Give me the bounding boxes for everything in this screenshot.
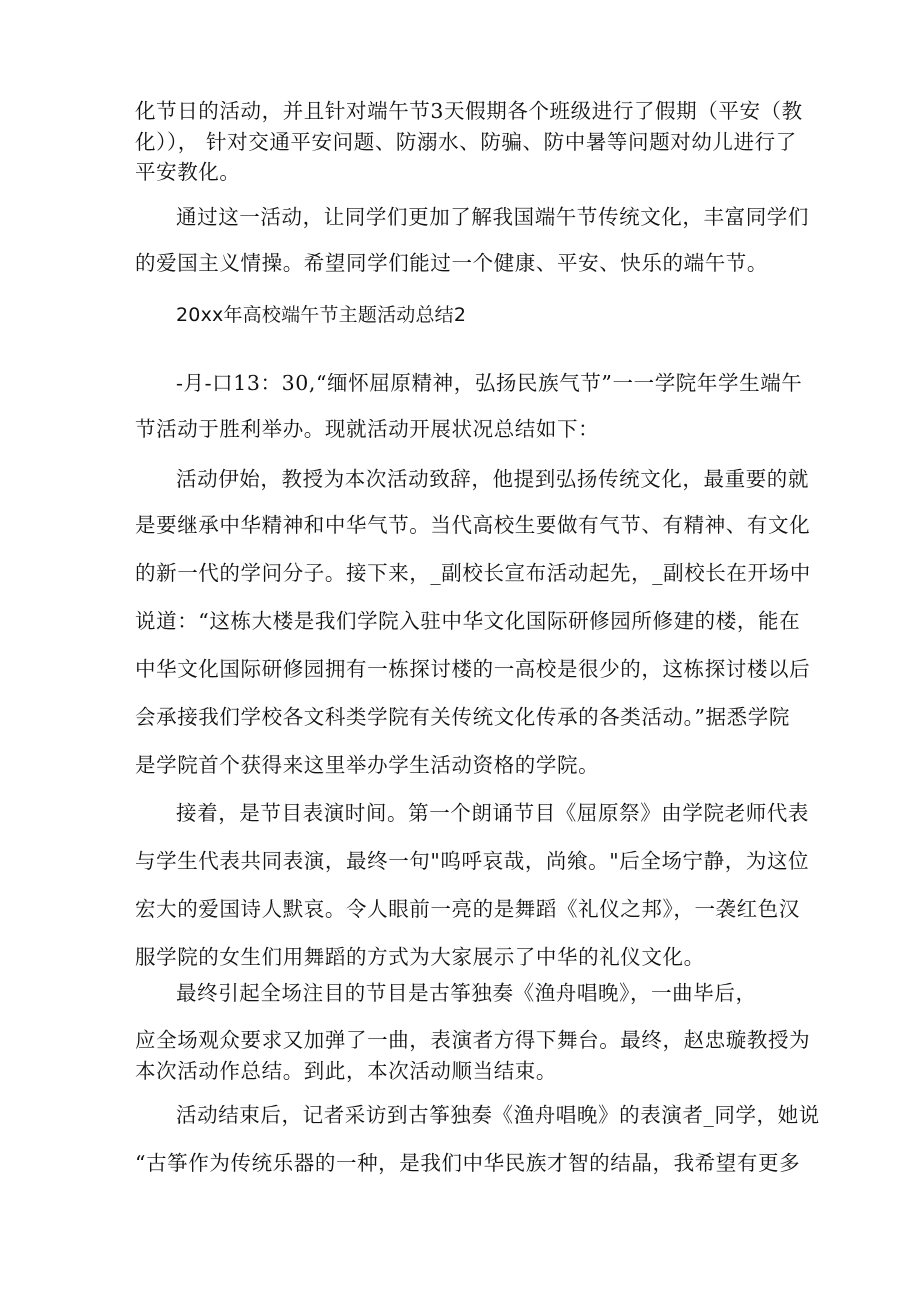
paragraph-1-line-1: 化节日的活动，并且针对端午节3天假期各个班级进行了假期（平安（教 xyxy=(135,99,803,123)
paragraph-4-line-6: 会承接我们学校各文科类学院有关传统文化传承的各类活动。”据悉学院 xyxy=(135,705,790,729)
paragraph-5-line-3: 宏大的爱国诗人默哀。令人眼前一亮的是舞蹈《礼仪之邦》，一袭红色汉 xyxy=(135,897,800,921)
paragraph-1-line-2: 化））， 针对交通平安问题、防溺水、防骗、防中暑等问题对幼儿进行了 xyxy=(135,130,797,154)
paragraph-2-line-2: 的爱国主义情操。希望同学们能过一个健康、平安、快乐的端午节。 xyxy=(135,251,768,275)
paragraph-4-line-2: 是要继承中华精神和中华气节。当代高校生要做有气节、有精神、有文化 xyxy=(135,513,811,537)
paragraph-6-line-1: 最终引起全场注目的节目是古筝独奏《渔舟唱晚》，一曲毕后， xyxy=(176,981,757,1005)
paragraph-4-line-4: 说道：“这栋大楼是我们学院入驻中华文化国际研修园所修建的楼，能在 xyxy=(135,609,801,633)
paragraph-4-line-7: 是学院首个获得来这里举办学生活动资格的学院。 xyxy=(135,753,600,777)
paragraph-5-line-1: 接着，是节目表演时间。第一个朗诵节目《屈原祭》由学院老师代表 xyxy=(176,801,809,825)
paragraph-4-line-1: 活动伊始，教授为本次活动致辞，他提到弘扬传统文化，最重要的就 xyxy=(176,467,809,491)
section-heading: 20xx年高校端午节主题活动总结2 xyxy=(176,304,467,326)
paragraph-5-line-2: 与学生代表共同表演，最终一句"呜呼哀哉，尚飨。"后全场宁静，为这位 xyxy=(135,849,810,873)
paragraph-7-line-2: “古筝作为传统乐器的一种，是我们中华民族才智的结晶，我希望有更多 xyxy=(135,1151,801,1175)
paragraph-6-line-3: 本次活动作总结。到此，本次活动顺当结束。 xyxy=(135,1059,557,1083)
paragraph-5-line-4: 服学院的女生们用舞蹈的方式为大家展示了中华的礼仪文化。 xyxy=(135,945,705,969)
paragraph-6-line-2: 应全场观众要求又加弹了一曲，表演者方得下舞台。最终，赵忠璇教授为 xyxy=(135,1028,811,1052)
paragraph-7-line-1: 活动结束后，记者采访到古筝独奏《渔舟唱晚》的表演者_同学，她说 xyxy=(176,1103,820,1127)
paragraph-4-line-3: 的新一代的学问分子。接下来，_副校长宣布活动起先，_副校长在开场中 xyxy=(135,561,811,585)
paragraph-3-line-2: 节活动于胜利举办。现就活动开展状况总结如下： xyxy=(135,417,600,441)
paragraph-4-line-5: 中华文化国际研修园拥有一栋探讨楼的一高校是很少的，这栋探讨楼以后 xyxy=(135,657,811,681)
paragraph-3-line-1: -月-口13：30,“缅怀屈原精神，弘扬民族气节”一一学院年学生端午 xyxy=(176,371,803,395)
paragraph-1-line-3: 平安教化。 xyxy=(135,160,241,184)
paragraph-2-line-1: 通过这一活动，让同学们更加了解我国端午节传统文化，丰富同学们 xyxy=(176,205,809,229)
